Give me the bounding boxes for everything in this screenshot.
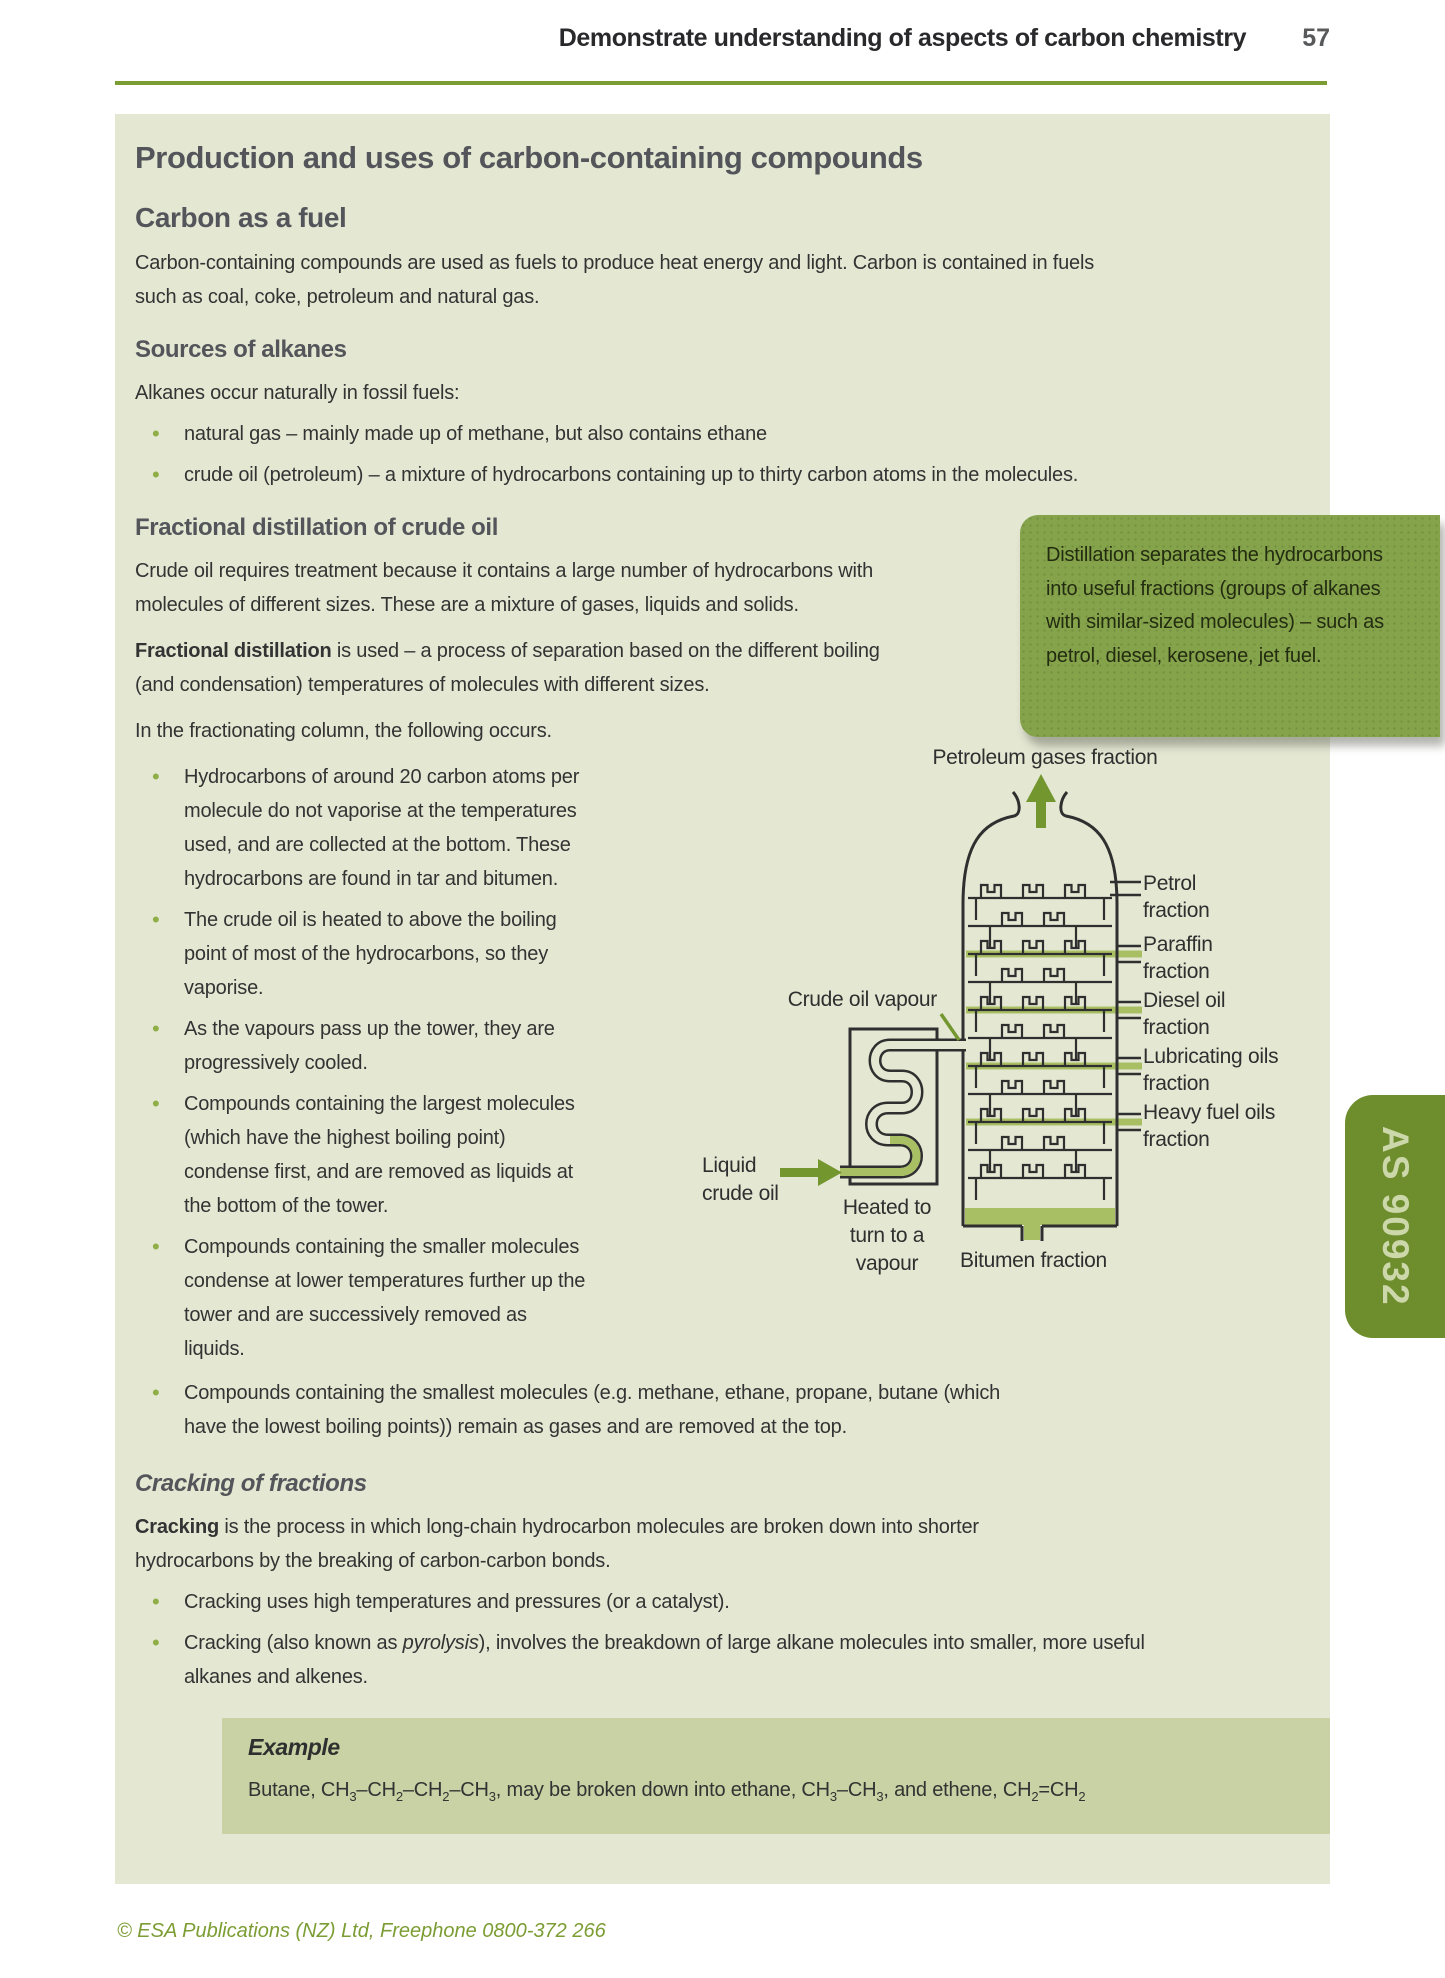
distillation-callout: Distillation separates the hydrocarbons into useful fractions (groups of alkanes with similar-sized molecules) – such as petrol, diesel, kerosene, jet fuel. — [1020, 515, 1440, 737]
cracking-list — [135, 1585, 1306, 1694]
diagram-label-heated-1: Heated to — [842, 1196, 932, 1219]
list-item: • The crude oil is heated to above the boiling point of most of the hydrocarbons, so they vaporise. — [135, 903, 590, 1005]
example-text: Butane, $CH_3-CH_2-CH_2-CH_3$, may be broken down into ethane, $CH_3-CH_3$, and ethene, $CH_2=CH_2$ — [248, 1779, 1086, 1804]
page-header — [0, 24, 1330, 53]
list-item: • Hydrocarbons of around 20 carbon atoms per molecule do not vaporise at the temperatures used, and are collected at the bottom. These hydrocarbons are found in tar and bitumen. — [135, 760, 590, 896]
distillation-row — [135, 746, 1306, 1366]
diagram-label-crude-oil-vapour: Crude oil vapour — [787, 988, 937, 1011]
fractionating-list — [135, 760, 590, 1366]
list-item: • Compounds containing the smallest molecules (e.g. methane, ethane, propane, butane (which have the lowest boiling points)) remain as gases and are removed at the top. — [135, 1376, 1035, 1444]
running-head: Demonstrate understanding of aspects of carbon chemistry — [558, 24, 1247, 52]
svg-text:fraction: fraction — [1143, 899, 1210, 922]
distillation-paragraph-1: Crude oil requires treatment because it contains a large number of hydrocarbons with molecules of different sizes. These are a mixture of gases, liquids and solids. — [135, 560, 874, 616]
list-item: • Cracking uses high temperatures and pressures (or a catalyst). — [135, 1585, 1145, 1619]
heading-sources-of-alkanes: Sources of alkanes — [135, 336, 347, 363]
fractionating-column-diagram — [660, 744, 1310, 1284]
heading-cracking-of-fractions: Cracking of fractions — [135, 1470, 367, 1497]
cracking-paragraph: Cracking is the process in which long-chain hydrocarbon molecules are broken down into shorter hydrocarbons by the breaking of carbon-carbon bonds. — [135, 1516, 979, 1572]
fractionating-list-continued — [135, 1376, 1306, 1444]
svg-text:fraction: fraction — [1143, 1072, 1210, 1095]
example-title: Example — [248, 1734, 340, 1760]
list-item: • crude oil (petroleum) – a mixture of hydrocarbons containing up to thirty carbon atoms in the molecules. — [135, 458, 1295, 492]
heater-coil — [840, 1045, 966, 1172]
example-box — [222, 1718, 1330, 1834]
column-outline — [963, 792, 1117, 1241]
fraction-outlet-pipes — [1110, 882, 1141, 1130]
list-item: • Cracking (also known as pyrolysis), involves the breakdown of large alkane molecules into smaller, more useful alkanes and alkenes. — [135, 1626, 1145, 1694]
list-item: • natural gas – mainly made up of methane, but also contains ethane — [135, 417, 1295, 451]
green-tray-levels — [965, 951, 1142, 1241]
section-title-carbon-as-a-fuel: Carbon as a fuel — [135, 202, 347, 233]
standard-code-tab — [1345, 1095, 1445, 1338]
diagram-label-bitumen: Bitumen fraction — [960, 1249, 1107, 1272]
list-item: • Compounds containing the smaller molecules condense at lower temperatures further up the tower and are successively removed as liquids. — [135, 1230, 590, 1366]
svg-text:fraction: fraction — [1143, 1016, 1210, 1039]
standard-code-label: AS 90932 — [1375, 1126, 1416, 1307]
bubble-cap-trays — [968, 885, 1112, 1200]
diagram-label-heated-3: vapour — [855, 1252, 919, 1275]
distillation-paragraph-3: In the fractionating column, the following occurs. — [135, 720, 552, 742]
main-title: Production and uses of carbon-containing compounds — [135, 140, 923, 175]
svg-text:Heavy fuel oils: Heavy fuel oils — [1143, 1101, 1276, 1124]
diagram-label-liquid: Liquid — [702, 1154, 757, 1177]
content-panel — [115, 114, 1330, 1884]
svg-text:Paraffin: Paraffin — [1143, 933, 1213, 956]
svg-text:fraction: fraction — [1143, 1128, 1210, 1151]
diagram-label-heated-2: turn to a — [849, 1224, 925, 1247]
svg-text:fraction: fraction — [1143, 960, 1210, 983]
distillation-paragraph-2: Fractional distillation is used – a process of separation based on the different boiling (and condensation) temperatures of molecules with different sizes. — [135, 640, 880, 696]
list-item: • As the vapours pass up the tower, they are progressively cooled. — [135, 1012, 590, 1080]
liquid-crude-oil-arrow-icon — [780, 1159, 842, 1186]
page-footer: © ESA Publications (NZ) Ltd, Freephone 0800-372 266 — [117, 1920, 606, 1942]
gases-up-arrow-icon — [1026, 774, 1056, 828]
header-rule — [115, 81, 1327, 85]
heading-fractional-distillation: Fractional distillation of crude oil — [135, 514, 498, 541]
svg-text:Petrol: Petrol — [1143, 872, 1197, 895]
svg-text:Diesel oil: Diesel oil — [1143, 989, 1226, 1012]
sources-lead: Alkanes occur naturally in fossil fuels: — [135, 382, 460, 404]
svg-text:Lubricating oils: Lubricating oils — [1143, 1045, 1279, 1068]
diagram-label-petroleum-gases: Petroleum gases fraction — [932, 746, 1158, 769]
sources-list — [135, 417, 1306, 492]
page-number: 57 — [1302, 24, 1330, 52]
vapour-pointer-line — [941, 1014, 959, 1040]
fraction-labels — [1143, 872, 1278, 1151]
intro-paragraph: Carbon-containing compounds are used as fuels to produce heat energy and light. Carbon is contained in fuels such as coal, coke, petroleum and natural gas. — [135, 252, 1095, 308]
list-item: • Compounds containing the largest molecules (which have the highest boiling point) condense first, and are removed as liquids at the bottom of the tower. — [135, 1087, 590, 1223]
diagram-label-crude-oil: crude oil — [702, 1182, 779, 1205]
